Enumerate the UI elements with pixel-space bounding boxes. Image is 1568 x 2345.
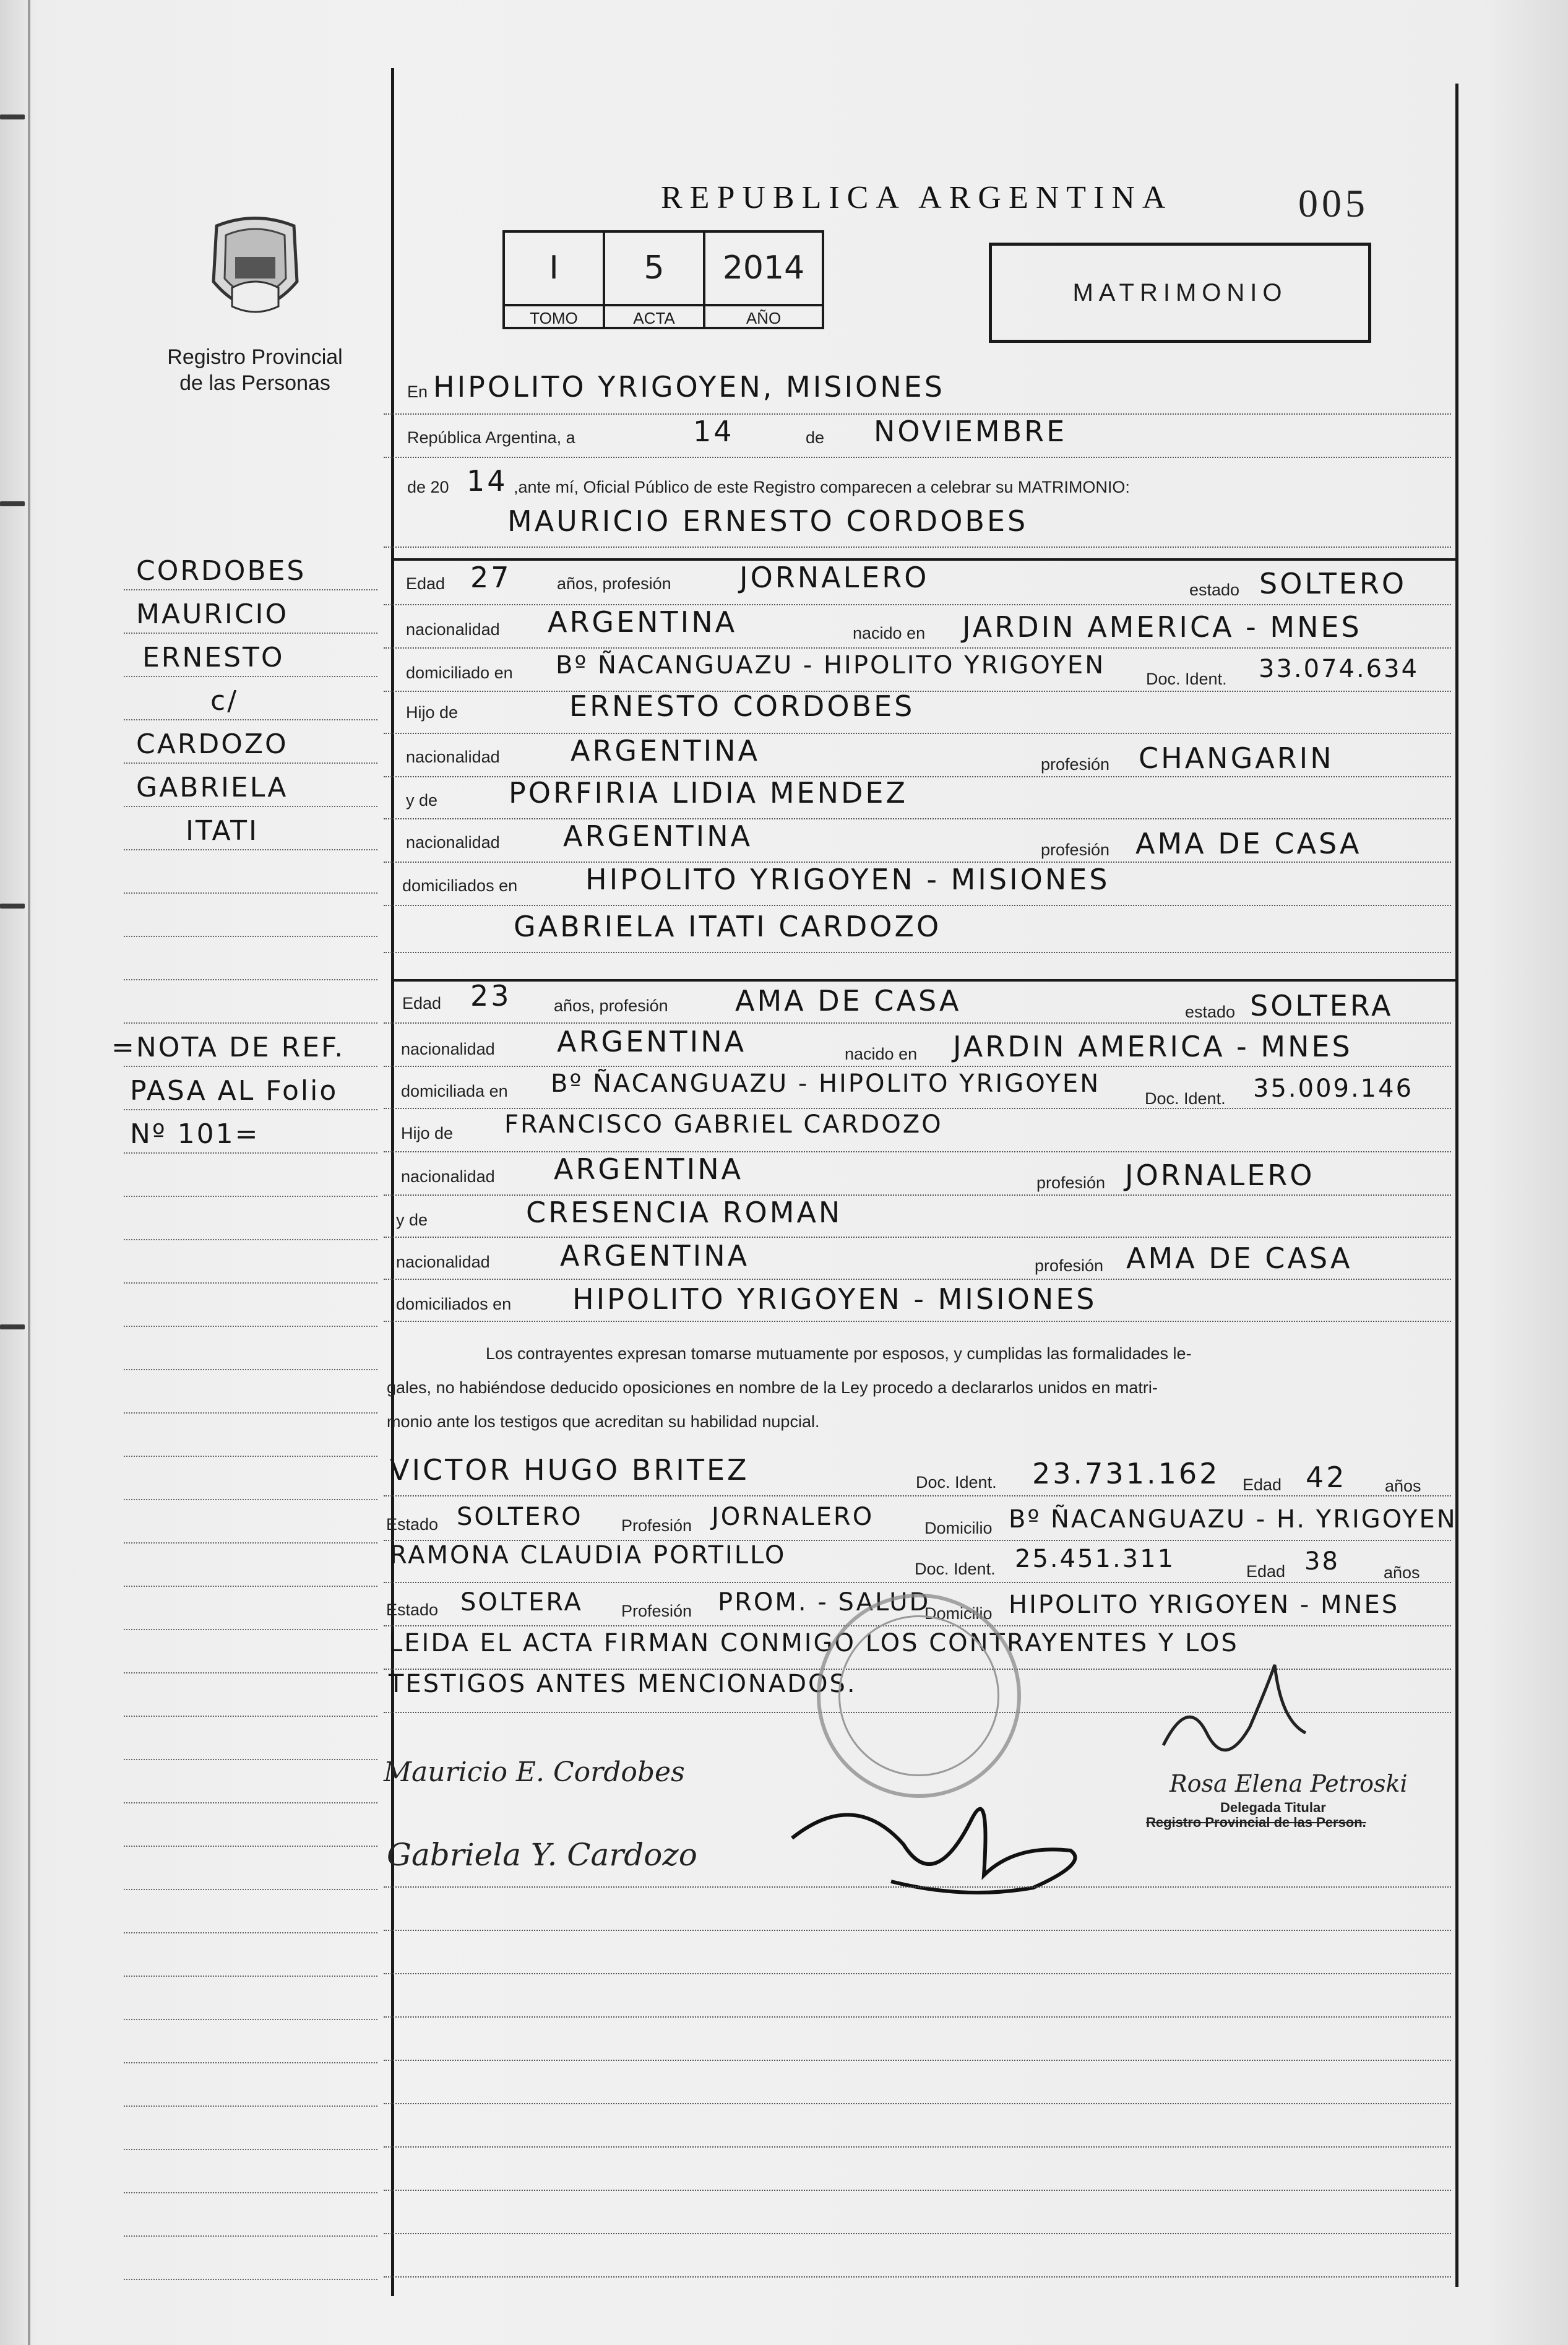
official-stamp-inner xyxy=(838,1615,999,1776)
witness1-estado-label: Estado xyxy=(386,1515,439,1534)
closing-line1: LEIDA EL ACTA FIRMAN CONMIGO LOS CONTRAYENTES Y LOS xyxy=(389,1629,1239,1657)
margin-row xyxy=(111,1027,377,1067)
intro-statement: ,ante mí, Oficial Público de este Registro comparecen a celebrar su MATRIMONIO: xyxy=(514,478,1130,496)
blank-line xyxy=(384,2154,1451,2191)
witness1-edad-label: Edad xyxy=(1243,1475,1282,1494)
registry-line2: de las Personas xyxy=(179,371,330,395)
margin-row xyxy=(124,2067,377,2107)
closing-line2: TESTIGOS ANTES MENCIONADOS. xyxy=(389,1670,857,1698)
official-title2: Registro Provincial de las Person. xyxy=(1146,1815,1366,1830)
margin-groom-name1: MAURICIO xyxy=(136,598,289,630)
bride-nacido-label: nacido en xyxy=(845,1045,918,1063)
blank-line xyxy=(384,2110,1451,2148)
groom-full-name: MAURICIO ERNESTO CORDOBES xyxy=(507,504,1028,538)
groom-padre-prof: CHANGARIN xyxy=(1139,741,1334,775)
country-title: REPUBLICA ARGENTINA xyxy=(661,180,1173,215)
witness2-doc-label: Doc. Ident. xyxy=(915,1560,996,1578)
margin-row xyxy=(124,1461,377,1500)
margin-row xyxy=(124,1547,377,1587)
year-prefix-label: de 20 xyxy=(407,478,449,496)
bride-edad-label: Edad xyxy=(402,994,442,1013)
bride-padre: FRANCISCO GABRIEL CARDOZO xyxy=(504,1110,943,1139)
tomo-label: TOMO xyxy=(505,304,605,329)
groom-madre-prof: AMA DE CASA xyxy=(1135,827,1362,860)
margin-row xyxy=(124,1980,377,2020)
groom-signature: Mauricio E. Cordobes xyxy=(384,1756,685,1788)
margin-row xyxy=(124,1417,377,1457)
witness1-domicilio: Bº ÑACANGUAZU - H. YRIGOYEN xyxy=(1009,1505,1457,1534)
margin-row xyxy=(124,1287,377,1327)
year-suffix-value: 14 xyxy=(467,464,508,498)
witness2-profesion: PROM. - SALUD xyxy=(718,1588,931,1617)
groom-estado: SOLTERO xyxy=(1259,567,1407,600)
groom-doc-label: Doc. Ident. xyxy=(1146,670,1227,688)
witness2-anos-label: años xyxy=(1384,1563,1420,1582)
margin-row xyxy=(124,1244,377,1284)
blank-line xyxy=(384,2197,1451,2234)
bride-estado-label: estado xyxy=(1185,1003,1236,1021)
bride-anos-label: años, profesión xyxy=(554,996,668,1015)
bride-padre-prof: JORNALERO xyxy=(1125,1159,1315,1192)
witness1-estado: SOLTERO xyxy=(457,1503,583,1531)
margin-row xyxy=(124,767,377,807)
blank-line xyxy=(384,1937,1451,1974)
republica-label: República Argentina, a xyxy=(407,428,575,447)
groom-padre: ERNESTO CORDOBES xyxy=(569,689,915,723)
margin-row xyxy=(124,2024,377,2063)
groom-nacionalidad: ARGENTINA xyxy=(548,605,738,639)
margin-bride-name1: GABRIELA xyxy=(136,772,288,803)
witness1-domicilio-label: Domicilio xyxy=(924,1519,993,1537)
acta-label: ACTA xyxy=(605,304,705,329)
de-label: de xyxy=(806,428,825,447)
acta-value: 5 xyxy=(644,249,665,287)
margin-row xyxy=(124,1331,377,1370)
witness1-profesion: JORNALERO xyxy=(712,1503,874,1531)
groom-padres-dom-label: domiciliados en xyxy=(402,876,518,895)
margin-row xyxy=(124,1114,377,1154)
margin-row xyxy=(124,2240,377,2280)
margin-row xyxy=(124,2154,377,2193)
groom-doc: 33.074.634 xyxy=(1259,655,1419,683)
anio-label: AÑO xyxy=(705,304,822,329)
bride-doc: 35.009.146 xyxy=(1253,1074,1414,1103)
margin-note1: =NOTA DE REF. xyxy=(111,1032,345,1063)
binding-edge xyxy=(28,0,30,2345)
bride-padre-nac-label: nacionalidad xyxy=(401,1167,495,1186)
bride-madre-nac: ARGENTINA xyxy=(560,1239,750,1272)
margin-row xyxy=(124,1374,377,1414)
official-name: Rosa Elena Petroski xyxy=(1170,1770,1408,1797)
groom-padre-prof-label: profesión xyxy=(1041,755,1110,774)
misiones-seal-logo xyxy=(204,214,306,325)
bride-full-name: GABRIELA ITATI CARDOZO xyxy=(514,910,942,943)
blank-line xyxy=(384,2067,1451,2104)
margin-row xyxy=(124,681,377,720)
bride-padre-prof-label: profesión xyxy=(1036,1173,1106,1192)
margin-row xyxy=(124,1851,377,1890)
registry-line1: Registro Provincial xyxy=(167,345,343,369)
margin-conj: c/ xyxy=(210,685,239,717)
groom-hijo-label: Hijo de xyxy=(406,703,459,722)
margin-row xyxy=(124,1591,377,1630)
witness1-name: VICTOR HUGO BRITEZ xyxy=(390,1453,749,1487)
bride-padre-nac: ARGENTINA xyxy=(554,1152,744,1186)
registry-name xyxy=(144,344,366,396)
witness2-domicilio-label: Domicilio xyxy=(924,1604,993,1623)
margin-row xyxy=(124,637,377,677)
margin-row xyxy=(124,1157,377,1197)
groom-estado-label: estado xyxy=(1189,581,1240,599)
bride-madre-prof-label: profesión xyxy=(1035,1256,1104,1275)
witness2-doc: 25.451.311 xyxy=(1015,1545,1176,1573)
margin-row xyxy=(124,1894,377,1933)
margin-row xyxy=(124,2110,377,2150)
groom-nacido: JARDIN AMERICA - MNES xyxy=(962,610,1362,644)
margin-note2: PASA AL Folio xyxy=(130,1075,338,1107)
bride-nac-label: nacionalidad xyxy=(401,1040,495,1058)
en-label: En xyxy=(407,382,428,401)
binding-staple xyxy=(0,904,25,909)
record-box xyxy=(502,230,824,329)
bride-profesion: AMA DE CASA xyxy=(735,984,962,1017)
blank-line xyxy=(384,2240,1451,2278)
witness2-estado: SOLTERA xyxy=(460,1588,583,1617)
witness1-edad: 42 xyxy=(1306,1461,1347,1494)
blank-line xyxy=(384,1894,1451,1931)
groom-profesion: JORNALERO xyxy=(739,561,929,594)
bride-padres-dom: HIPOLITO YRIGOYEN - MISIONES xyxy=(572,1282,1097,1316)
witness2-profesion-label: Profesión xyxy=(621,1602,692,1620)
bride-madre: CRESENCIA ROMAN xyxy=(526,1196,843,1229)
declaration-line2: gales, no habiéndose deducido oposiciones en nombre de la Ley procedo a declararlos unidos en matri- xyxy=(387,1378,1158,1397)
groom-nac-label: nacionalidad xyxy=(406,620,500,639)
groom-padre-nac-label: nacionalidad xyxy=(406,748,500,766)
bride-yde-label: y de xyxy=(396,1211,428,1229)
margin-row xyxy=(124,1721,377,1760)
groom-madre-nac: ARGENTINA xyxy=(563,819,753,853)
witness1-profesion-label: Profesión xyxy=(621,1516,692,1535)
groom-madre: PORFIRIA LIDIA MENDEZ xyxy=(509,776,908,810)
month-value: NOVIEMBRE xyxy=(874,415,1067,448)
margin-row xyxy=(124,1201,377,1240)
groom-nacido-label: nacido en xyxy=(853,624,926,642)
tomo-cell xyxy=(505,233,605,304)
bride-signature: Gabriela Y. Cardozo xyxy=(387,1837,697,1873)
bride-dom-label: domiciliada en xyxy=(401,1082,508,1100)
groom-domicilio: Bº ÑACANGUAZU - HIPOLITO YRIGOYEN xyxy=(556,651,1106,680)
margin-row xyxy=(124,551,377,590)
margin-bride-name2: ITATI xyxy=(186,815,259,847)
binding-staple xyxy=(0,1324,25,1329)
folio-number: 005 xyxy=(1298,181,1369,225)
bride-hijo-label: Hijo de xyxy=(401,1124,454,1142)
witness1-doc-label: Doc. Ident. xyxy=(916,1473,997,1492)
bride-nacionalidad: ARGENTINA xyxy=(557,1025,747,1058)
binding-staple xyxy=(0,501,25,506)
margin-row xyxy=(124,594,377,634)
anio-cell xyxy=(705,233,822,304)
margin-row xyxy=(124,1807,377,1847)
groom-edad: 27 xyxy=(470,561,512,594)
bride-domicilio: Bº ÑACANGUAZU - HIPOLITO YRIGOYEN xyxy=(551,1069,1101,1098)
margin-bride-surname: CARDOZO xyxy=(136,728,288,760)
margin-row xyxy=(124,897,377,937)
margin-row xyxy=(124,1677,377,1717)
margin-row xyxy=(124,1764,377,1803)
margin-row xyxy=(124,1071,377,1110)
groom-padre-nac: ARGENTINA xyxy=(571,734,760,767)
margin-note3: Nº 101= xyxy=(130,1118,260,1150)
declaration-line1: Los contrayentes expresan tomarse mutuamente por esposos, y cumplidas las formalidades le- xyxy=(486,1344,1192,1363)
margin-row xyxy=(124,811,377,850)
witness1-doc: 23.731.162 xyxy=(1032,1457,1220,1490)
bride-edad: 23 xyxy=(470,979,512,1013)
margin-row xyxy=(124,1937,377,1977)
official-title1: Delegada Titular xyxy=(1220,1800,1326,1815)
witness1-anos-label: años xyxy=(1385,1477,1421,1495)
bride-madre-prof: AMA DE CASA xyxy=(1126,1242,1353,1275)
groom-edad-label: Edad xyxy=(406,574,446,593)
margin-row xyxy=(124,2197,377,2237)
tomo-value: I xyxy=(549,249,559,287)
blank-line xyxy=(384,2024,1451,2061)
groom-padres-dom: HIPOLITO YRIGOYEN - MISIONES xyxy=(585,863,1110,896)
witness2-edad-label: Edad xyxy=(1246,1562,1286,1581)
bride-madre-nac-label: nacionalidad xyxy=(396,1253,490,1271)
margin-row xyxy=(124,854,377,894)
acta-cell xyxy=(605,233,705,304)
groom-yde-label: y de xyxy=(406,791,438,810)
anio-value: 2014 xyxy=(722,249,805,287)
bride-estado: SOLTERA xyxy=(1250,989,1394,1022)
right-border xyxy=(1455,84,1458,2287)
line-groom-padre xyxy=(384,697,1451,734)
groom-madre-prof-label: profesión xyxy=(1041,840,1110,859)
margin-row xyxy=(124,1504,377,1544)
groom-dom-label: domiciliado en xyxy=(406,663,513,682)
declaration-text xyxy=(387,1337,1432,1439)
section-divider xyxy=(391,979,1457,982)
blank-line xyxy=(384,1980,1451,2018)
margin-row xyxy=(124,724,377,764)
margin-row xyxy=(124,1634,377,1673)
witness2-edad: 38 xyxy=(1304,1547,1340,1576)
official-signature-mark xyxy=(1151,1659,1337,1770)
bride-nacido: JARDIN AMERICA - MNES xyxy=(953,1030,1353,1063)
groom-madre-nac-label: nacionalidad xyxy=(406,833,500,852)
witness2-name: RAMONA CLAUDIA PORTILLO xyxy=(390,1541,786,1570)
witness2-domicilio: HIPOLITO YRIGOYEN - MNES xyxy=(1009,1591,1400,1619)
day-value: 14 xyxy=(693,415,734,448)
declaration-line3: monio ante los testigos que acreditan su habilidad nupcial. xyxy=(387,1412,820,1431)
witness2-estado-label: Estado xyxy=(386,1600,439,1619)
place-value: HIPOLITO YRIGOYEN, MISIONES xyxy=(433,370,945,404)
margin-groom-surname: CORDOBES xyxy=(136,555,306,587)
groom-anos-label: años, profesión xyxy=(557,574,671,593)
blank-line xyxy=(384,1851,1451,1888)
margin-groom-name2: ERNESTO xyxy=(142,642,285,673)
bride-doc-label: Doc. Ident. xyxy=(1145,1089,1226,1108)
bride-padres-dom-label: domiciliados en xyxy=(396,1295,512,1313)
margin-row xyxy=(124,941,377,980)
margin-row xyxy=(124,984,377,1024)
binding-staple xyxy=(0,114,25,119)
document-type-box: MATRIMONIO xyxy=(989,243,1371,343)
